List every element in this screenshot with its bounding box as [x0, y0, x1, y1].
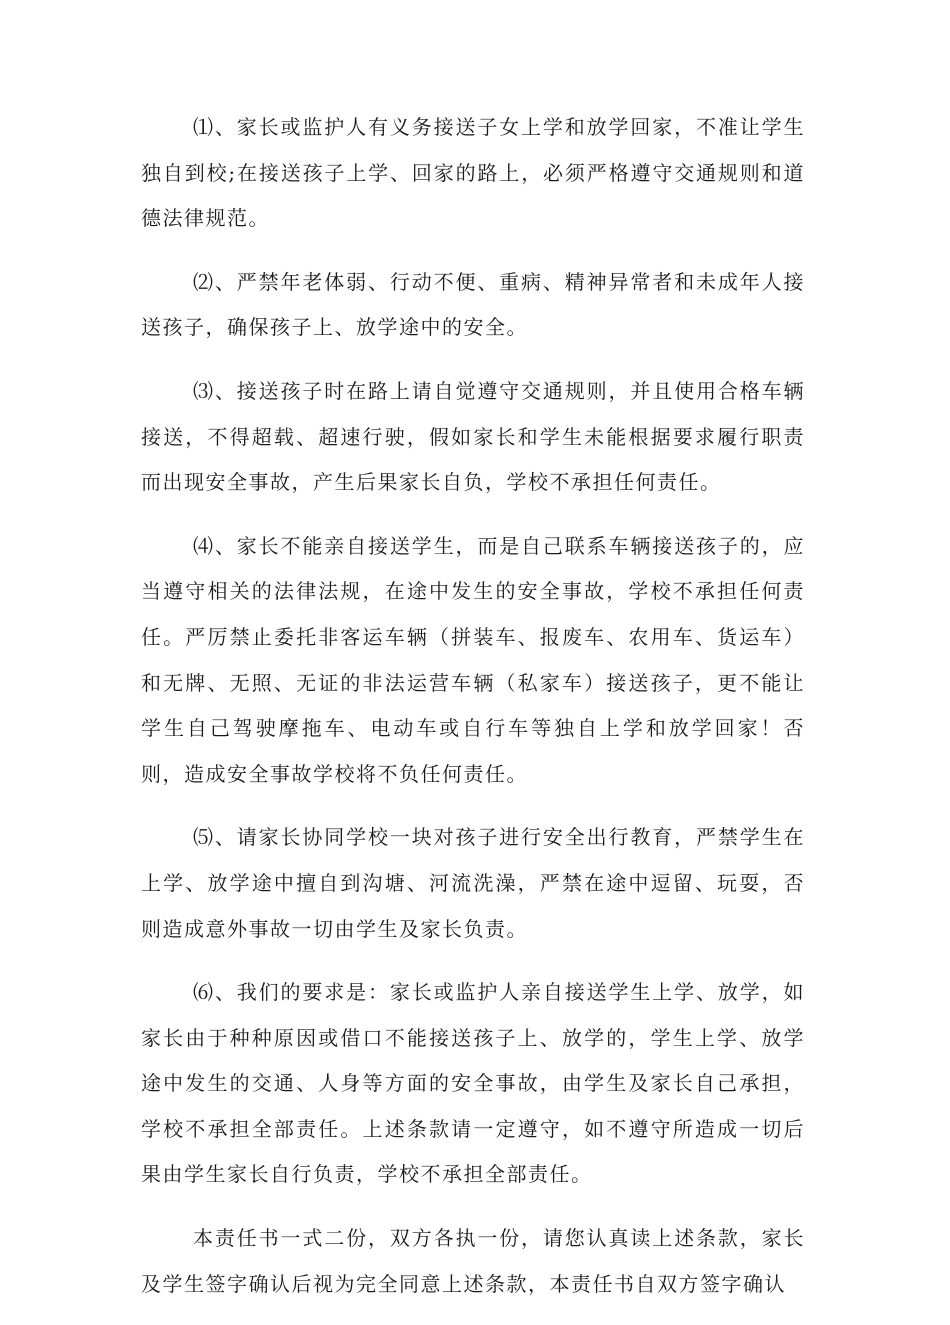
clause-3: ⑶、接送孩子时在路上请自觉遵守交通规则，并且使用合格车辆接送，不得超载、超速行驶，假如家长和学生未能根据要求履行职责而出现安全事故，产生后果家长自负，学校不承担任何责任。 — [141, 378, 805, 495]
clause-5: ⑸、请家长协同学校一块对孩子进行安全出行教育，严禁学生在上学、放学途中擅自到沟塘、河流洗澡，严禁在途中逗留、玩耍，否则造成意外事故一切由学生及家长负责。 — [141, 825, 805, 941]
clause-1: ⑴、家长或监护人有义务接送子女上学和放学回家，不准让学生独自到校;在接送孩子上学、回家的路上，必须严格遵守交通规则和道德法律规范。 — [141, 115, 805, 231]
clause-2: ⑵、严禁年老体弱、行动不便、重病、精神异常者和未成年人接送孩子，确保孩子上、放学途中的安全。 — [141, 269, 805, 340]
closing-paragraph: 本责任书一式二份，双方各执一份，请您认真读上述条款，家长及学生签字确认后视为完全同意上述条款，本责任书自双方签字确认 — [141, 1226, 805, 1296]
document-body — [141, 105, 805, 1325]
clause-6: ⑹、我们的要求是：家长或监护人亲自接送学生上学、放学，如家长由于种种原因或借口不能接送孩子上、放学的，学生上学、放学途中发生的交通、人身等方面的安全事故，由学生及家长自己承担，学校不承担全部责任。上述条款请一定遵守，如不遵守所造成一切后果由学生家长自行负责，学校不承担全部责任。 — [141, 980, 805, 1187]
clause-4: ⑷、家长不能亲自接送学生，而是自己联系车辆接送孩子的，应当遵守相关的法律法规，在途中发生的安全事故，学校不承担任何责任。严厉禁止委托非客运车辆（拼装车、报废车、农用车、货运车）和无牌、无照、无证的非法运营车辆（私家车）接送孩子，更不能让学生自己驾驶摩拖车、电动车或自行车等独自上学和放学回家！否则，造成安全事故学校将不负任何责任。 — [141, 533, 805, 786]
